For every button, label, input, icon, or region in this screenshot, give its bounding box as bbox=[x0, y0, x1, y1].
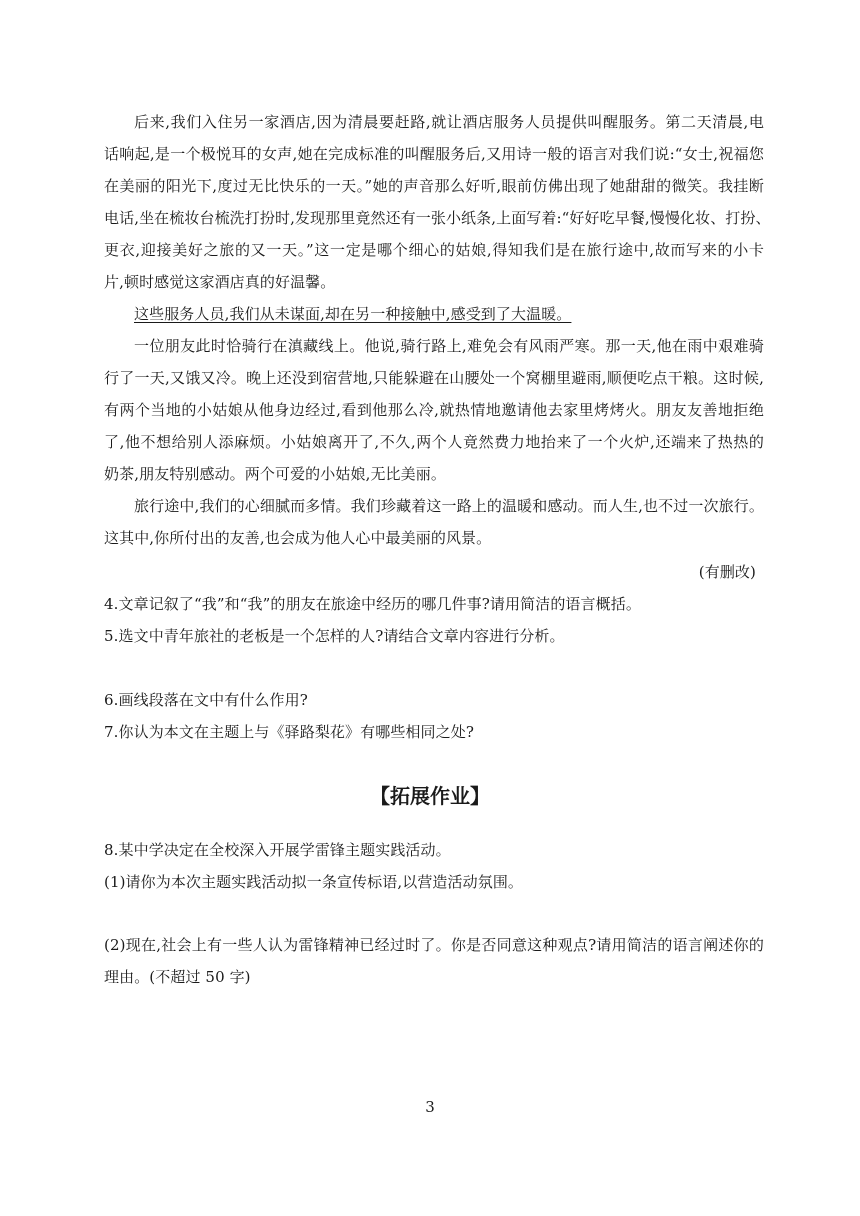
paragraph-3-line-4: 了,他不想给别人添麻烦。小姑娘离开了,不久,两个人竟然费力地抬来了一个火炉,还端来了热热的 bbox=[104, 433, 764, 451]
paragraph-4-line-2: 这其中,你所付出的友善,也会成为他人心中最美丽的风景。 bbox=[104, 529, 492, 547]
paragraph-1-line-5: 更衣,迎接美好之旅的又一天。”这一定是哪个细心的姑娘,得知我们是在旅行途中,故而写来的小卡 bbox=[104, 241, 764, 259]
section-heading: 【拓展作业】 bbox=[370, 784, 490, 808]
paragraph-4-line-1: 旅行途中,我们的心细腻而多情。我们珍藏着这一路上的温暖和感动。而人生,也不过一次旅行。 bbox=[134, 497, 764, 515]
question-8-part-1: (1)请你为本次主题实践活动拟一条宣传标语,以营造活动氛围。 bbox=[104, 873, 524, 891]
question-5: 5.选文中青年旅社的老板是一个怎样的人?请结合文章内容进行分析。 bbox=[104, 627, 565, 645]
paragraph-3-line-3: 有两个当地的小姑娘从他身边经过,看到他那么冷,就热情地邀请他去家里烤烤火。朋友友善地拒绝 bbox=[104, 401, 764, 419]
question-8-part-2-line-1: (2)现在,社会上有一些人认为雷锋精神已经过时了。你是否同意这种观点?请用简洁的语言阐述你的 bbox=[104, 936, 764, 954]
question-4: 4.文章记叙了“我”和“我”的朋友在旅途中经历的哪几件事?请用简洁的语言概括。 bbox=[104, 595, 641, 613]
question-6: 6.画线段落在文中有什么作用? bbox=[104, 691, 308, 709]
paragraph-1-line-4: 电话,坐在梳妆台梳洗打扮时,发现那里竟然还有一张小纸条,上面写着:“好好吃早餐,慢慢化妆、打扮、 bbox=[104, 209, 771, 227]
paragraph-3-line-1: 一位朋友此时恰骑行在滇藏线上。他说,骑行路上,难免会有风雨严寒。那一天,他在雨中艰难骑 bbox=[134, 337, 764, 355]
paragraph-1-line-2: 话响起,是一个极悦耳的女声,她在完成标准的叫醒服务后,又用诗一般的语言对我们说:“女士,祝福您 bbox=[104, 145, 764, 163]
paragraph-3-line-5: 奶茶,朋友特别感动。两个可爱的小姑娘,无比美丽。 bbox=[104, 465, 446, 483]
question-7: 7.你认为本文在主题上与《驿路梨花》有哪些相同之处? bbox=[104, 723, 474, 741]
question-8: 8.某中学决定在全校深入开展学雷锋主题实践活动。 bbox=[104, 841, 451, 859]
underlined-paragraph: 这些服务人员,我们从未谋面,却在另一种接触中,感受到了大温暖。 bbox=[134, 305, 572, 323]
paragraph-1-line-6: 片,顿时感觉这家酒店真的好温馨。 bbox=[104, 273, 336, 291]
page-number: 3 bbox=[425, 1098, 435, 1116]
source-note: (有删改) bbox=[698, 563, 756, 581]
paragraph-3-line-2: 行了一天,又饿又冷。晚上还没到宿营地,只能躲避在山腰处一个窝棚里避雨,顺便吃点干粮。这时候, bbox=[104, 369, 764, 387]
paragraph-1-line-3: 在美丽的阳光下,度过无比快乐的一天。”她的声音那么好听,眼前仿佛出现了她甜甜的微笑。我挂断 bbox=[104, 177, 764, 195]
paragraph-1-line-1: 后来,我们入住另一家酒店,因为清晨要赶路,就让酒店服务人员提供叫醒服务。第二天清晨,电 bbox=[134, 113, 764, 131]
question-8-part-2-line-2: 理由。(不超过 50 字) bbox=[104, 968, 251, 986]
